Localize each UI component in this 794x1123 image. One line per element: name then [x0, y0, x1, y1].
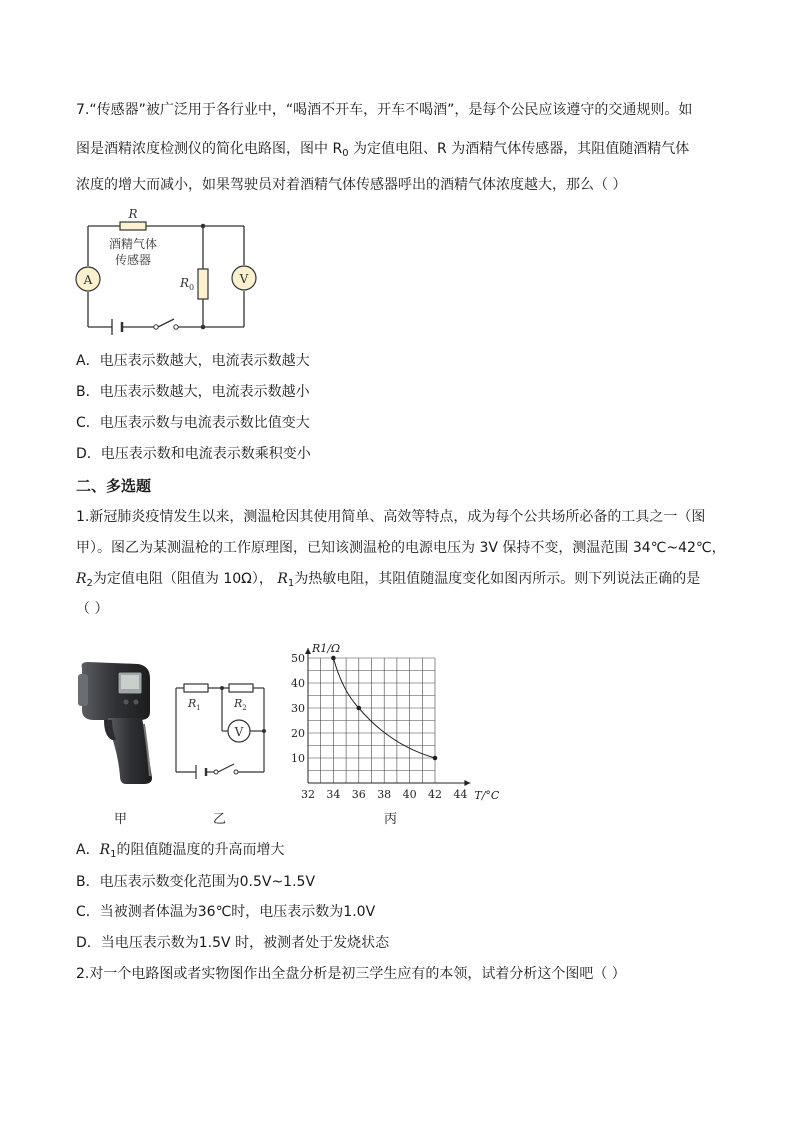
svg-text:V: V — [239, 272, 249, 286]
q7-option-d: D．电压表示数和电流表示数乘积变小 — [76, 446, 311, 462]
section-heading: 二、多选题 — [76, 477, 152, 495]
q1-line-4: （ ） — [76, 601, 109, 617]
r2-label: $R_2$ — [234, 697, 247, 712]
q7-line-3: 浓度的增大而减小，如果驾驶员对着酒精气体传感器呼出的酒精气体浓度越大，那么（ ） — [76, 177, 627, 193]
voltmeter-icon — [232, 266, 256, 290]
thermometer-gun-image — [74, 660, 164, 790]
q7-line-2: 图是酒精浓度检测仪的简化电路图，图中 $R_0$ 为定值电阻、R 为酒精气体传感器，其阻值随酒精气体 — [76, 141, 690, 159]
x-tick-label: 38 — [377, 788, 392, 801]
y-tick-label: 30 — [291, 702, 305, 715]
thermistor-resistance-chart — [290, 630, 510, 805]
q1-line-2: 甲）。图乙为某测温枪的工作原理图，已知该测温枪的电源电压为 3V 保持不变，测温范围 34℃~42℃， — [76, 540, 726, 556]
r0-label: $R_0$ — [180, 276, 195, 292]
svg-text:A: A — [83, 273, 93, 287]
sensor-label-line1: 酒精气体 — [108, 237, 158, 251]
figure-label-jia: 甲 — [114, 812, 128, 827]
sensor-r-label: R — [128, 207, 138, 221]
resistor-r0 — [198, 269, 208, 299]
q1-circuit-diagram — [170, 672, 270, 782]
q2-line-1: 2.对一个电路图或者实物图作出全盘分析是初三学生应有的本领，试着分析这个图吧（ ） — [76, 966, 626, 982]
data-point — [433, 756, 438, 761]
q7-line-1: 7.“传感器”被广泛用于各行业中，“喝酒不开车，开车不喝酒”，是每个公民应该遵守的交通规则。如 — [76, 102, 693, 118]
figure-label-yi: 乙 — [213, 812, 227, 827]
q7-circuit-diagram — [72, 202, 282, 342]
x-axis-arrow-icon — [464, 780, 470, 786]
y-axis-label: R1/Ω — [312, 642, 341, 655]
y-tick-label: 20 — [291, 727, 305, 740]
ammeter-icon — [76, 267, 100, 291]
x-tick-label: 44 — [453, 788, 468, 801]
x-tick-label: 42 — [428, 788, 442, 801]
q1-line-3: $R_2$为定值电阻（阻值为 10Ω）， $R_1$为热敏电阻，其阻值随温度变化如图丙所示。则下列说法正确的是 — [76, 571, 701, 589]
figure-label-bing: 丙 — [384, 812, 398, 827]
q1-voltmeter-icon — [228, 720, 250, 742]
data-point — [331, 656, 336, 661]
data-point — [357, 706, 362, 711]
battery-icon — [112, 319, 122, 335]
q1-line-1: 1.新冠肺炎疫情发生以来，测温枪因其使用简单、高效等特点，成为每个公共场所必备的工具之一（图 — [76, 509, 706, 525]
sensor-label-line2: 传感器 — [114, 253, 152, 267]
x-tick-label: 40 — [402, 788, 417, 801]
r1-label: $R_1$ — [188, 697, 201, 712]
y-tick-label: 50 — [291, 652, 305, 665]
q7-option-c: C．电压表示数与电流表示数比值变大 — [76, 415, 310, 431]
y-axis-arrow-icon — [305, 648, 311, 654]
svg-text:V: V — [234, 725, 244, 739]
q7-option-a: A．电压表示数越大，电流表示数越大 — [76, 353, 310, 369]
x-tick-label: 34 — [326, 788, 341, 801]
x-tick-label: 36 — [351, 788, 366, 801]
y-tick-label: 40 — [291, 677, 305, 690]
q1-option-a: A．$R_1$的阻值随温度的升高而增大 — [76, 842, 285, 860]
x-axis-label: T/°C — [474, 789, 500, 802]
q7-option-b: B．电压表示数越大，电流表示数越小 — [76, 384, 310, 400]
q1-option-b: B．电压表示数变化范围为0.5V~1.5V — [76, 874, 316, 890]
y-tick-label: 10 — [291, 752, 305, 765]
sensor-resistor-r — [120, 222, 146, 230]
switch-contact-icon — [154, 325, 158, 329]
q1-option-d: D．当电压表示数为1.5V 时，被测者处于发烧状态 — [76, 935, 390, 951]
q1-option-c: C．当被测者体温为36℃时，电压表示数为1.0V — [76, 904, 376, 920]
x-tick-label: 32 — [301, 788, 315, 801]
